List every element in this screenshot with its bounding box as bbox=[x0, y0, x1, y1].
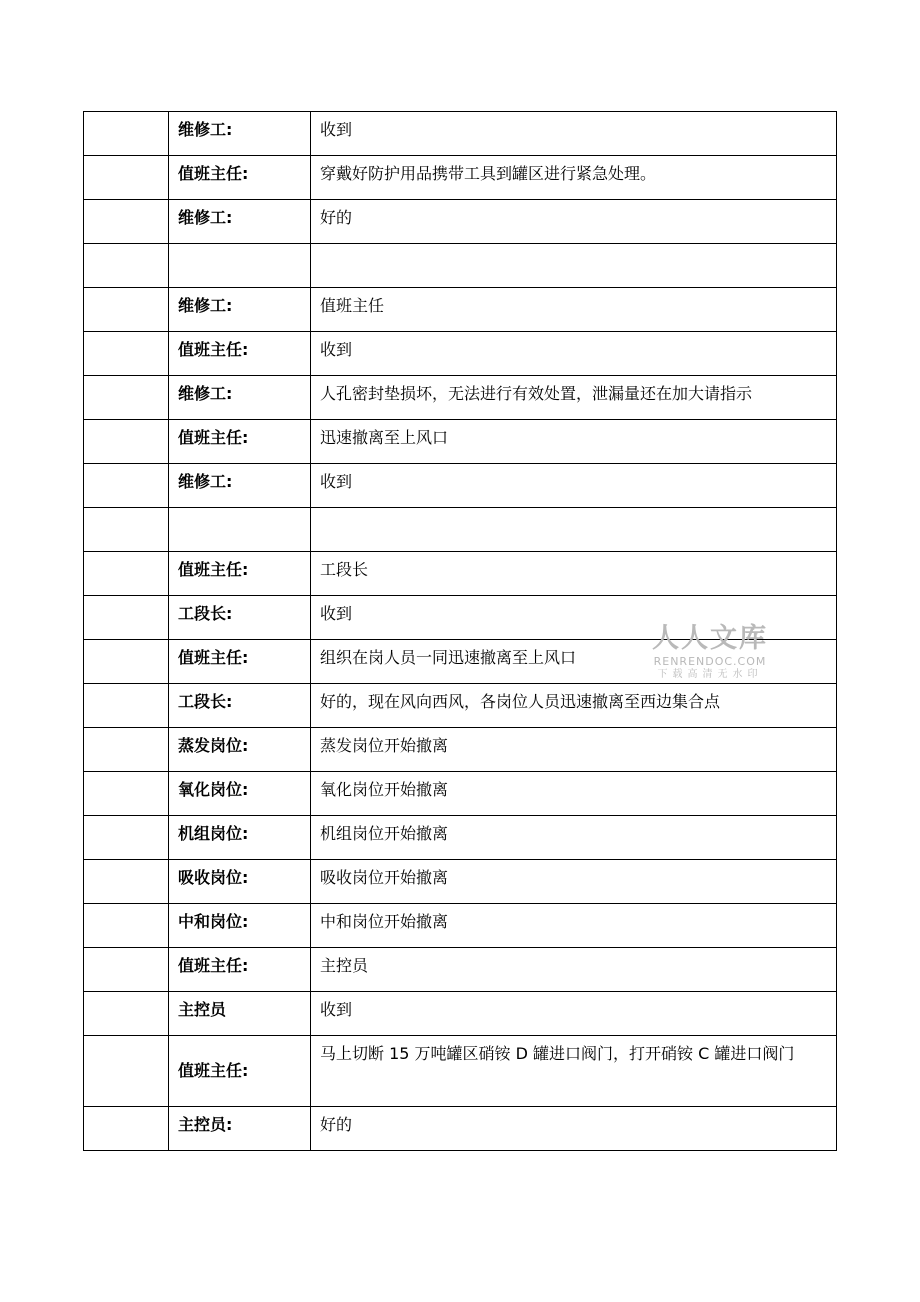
table-row bbox=[84, 508, 837, 552]
table-row bbox=[84, 552, 837, 596]
table-row bbox=[84, 1036, 837, 1107]
speaker-cell: 主控员 bbox=[169, 992, 311, 1036]
index-cell bbox=[84, 156, 169, 200]
index-cell bbox=[84, 1107, 169, 1151]
table-row bbox=[84, 288, 837, 332]
speaker-cell: 值班主任: bbox=[169, 420, 311, 464]
index-cell bbox=[84, 904, 169, 948]
index-cell bbox=[84, 508, 169, 552]
index-cell bbox=[84, 596, 169, 640]
message-cell: 收到 bbox=[311, 464, 837, 508]
table-row bbox=[84, 156, 837, 200]
message-cell: 马上切断 15 万吨罐区硝铵 D 罐进口阀门，打开硝铵 C 罐进口阀门 bbox=[311, 1036, 837, 1107]
message-cell: 收到 bbox=[311, 596, 837, 640]
index-cell bbox=[84, 728, 169, 772]
index-cell bbox=[84, 552, 169, 596]
table-row bbox=[84, 244, 837, 288]
message-cell: 收到 bbox=[311, 332, 837, 376]
message-cell: 机组岗位开始撤离 bbox=[311, 816, 837, 860]
message-cell: 组织在岗人员一同迅速撤离至上风口 bbox=[311, 640, 837, 684]
table-row bbox=[84, 992, 837, 1036]
index-cell bbox=[84, 1036, 169, 1107]
speaker-cell: 维修工: bbox=[169, 376, 311, 420]
table-row bbox=[84, 904, 837, 948]
index-cell bbox=[84, 288, 169, 332]
speaker-cell: 工段长: bbox=[169, 684, 311, 728]
speaker-cell: 维修工: bbox=[169, 464, 311, 508]
table-row bbox=[84, 1107, 837, 1151]
table-row bbox=[84, 728, 837, 772]
index-cell bbox=[84, 200, 169, 244]
watermark-domain: RENRENDOC.COM bbox=[653, 655, 767, 668]
index-cell bbox=[84, 376, 169, 420]
watermark bbox=[647, 623, 773, 682]
message-cell: 主控员 bbox=[311, 948, 837, 992]
message-cell: 穿戴好防护用品携带工具到罐区进行紧急处理。 bbox=[311, 156, 837, 200]
message-cell: 吸收岗位开始撤离 bbox=[311, 860, 837, 904]
message-cell: 氧化岗位开始撤离 bbox=[311, 772, 837, 816]
speaker-cell: 值班主任: bbox=[169, 640, 311, 684]
index-cell bbox=[84, 992, 169, 1036]
message-cell bbox=[311, 508, 837, 552]
table-row bbox=[84, 332, 837, 376]
watermark-title: 人人文库 bbox=[652, 623, 768, 654]
speaker-cell: 维修工: bbox=[169, 200, 311, 244]
table-row bbox=[84, 684, 837, 728]
message-cell: 好的 bbox=[311, 200, 837, 244]
table-row bbox=[84, 772, 837, 816]
message-cell: 值班主任 bbox=[311, 288, 837, 332]
message-cell: 迅速撤离至上风口 bbox=[311, 420, 837, 464]
index-cell bbox=[84, 860, 169, 904]
speaker-cell: 蒸发岗位: bbox=[169, 728, 311, 772]
index-cell bbox=[84, 772, 169, 816]
index-cell bbox=[84, 640, 169, 684]
index-cell bbox=[84, 948, 169, 992]
message-cell: 蒸发岗位开始撤离 bbox=[311, 728, 837, 772]
table-row bbox=[84, 816, 837, 860]
index-cell bbox=[84, 684, 169, 728]
speaker-cell: 值班主任: bbox=[169, 1036, 311, 1107]
speaker-cell: 氧化岗位: bbox=[169, 772, 311, 816]
speaker-cell: 主控员: bbox=[169, 1107, 311, 1151]
speaker-cell: 中和岗位: bbox=[169, 904, 311, 948]
message-cell bbox=[311, 244, 837, 288]
speaker-cell bbox=[169, 508, 311, 552]
speaker-cell: 吸收岗位: bbox=[169, 860, 311, 904]
speaker-cell: 值班主任: bbox=[169, 552, 311, 596]
message-cell: 好的，现在风向西风，各岗位人员迅速撤离至西边集合点 bbox=[311, 684, 837, 728]
index-cell bbox=[84, 332, 169, 376]
table-row bbox=[84, 860, 837, 904]
index-cell bbox=[84, 464, 169, 508]
index-cell bbox=[84, 816, 169, 860]
speaker-cell: 工段长: bbox=[169, 596, 311, 640]
message-cell: 工段长 bbox=[311, 552, 837, 596]
index-cell bbox=[84, 112, 169, 156]
table-row bbox=[84, 112, 837, 156]
table-row bbox=[84, 200, 837, 244]
speaker-cell: 值班主任: bbox=[169, 332, 311, 376]
speaker-cell: 机组岗位: bbox=[169, 816, 311, 860]
speaker-cell: 值班主任: bbox=[169, 948, 311, 992]
speaker-cell: 维修工: bbox=[169, 112, 311, 156]
message-cell: 中和岗位开始撤离 bbox=[311, 904, 837, 948]
message-cell: 收到 bbox=[311, 992, 837, 1036]
table-row bbox=[84, 376, 837, 420]
table-row bbox=[84, 948, 837, 992]
speaker-cell: 值班主任: bbox=[169, 156, 311, 200]
watermark-slogan: 下载高清无水印 bbox=[657, 669, 763, 680]
table-row bbox=[84, 464, 837, 508]
speaker-cell: 维修工: bbox=[169, 288, 311, 332]
speaker-cell bbox=[169, 244, 311, 288]
index-cell bbox=[84, 420, 169, 464]
message-cell: 收到 bbox=[311, 112, 837, 156]
table-row bbox=[84, 420, 837, 464]
message-cell: 人孔密封垫损坏，无法进行有效处置，泄漏量还在加大请指示 bbox=[311, 376, 837, 420]
index-cell bbox=[84, 244, 169, 288]
message-cell: 好的 bbox=[311, 1107, 837, 1151]
